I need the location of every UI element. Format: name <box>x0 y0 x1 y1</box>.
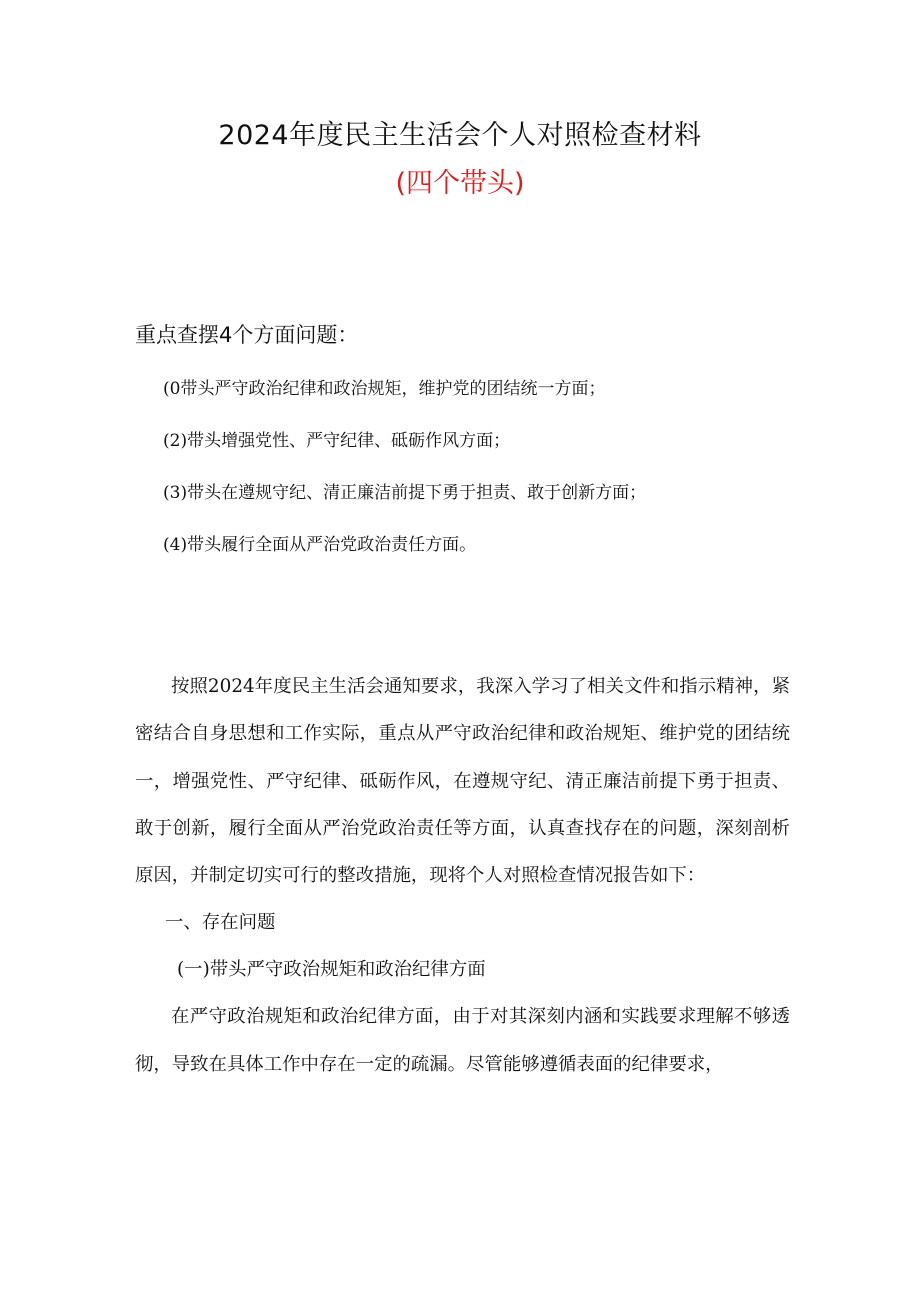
heading-existing-problems: 一、存在问题 <box>165 912 276 934</box>
body-paragraph: 在严守政治规矩和政治纪律方面，由于对其深刻内涵和实践要求理解不够透彻，导致在具体工作中存在一定的疏漏。尽管能够遵循表面的纪律要求， <box>135 1006 790 1075</box>
focus-list <box>163 372 783 580</box>
focus-item-1: (0带头严守政治纪律和政治规矩，维护党的团结统一方面； <box>163 379 606 399</box>
focus-item-3: (3)带头在遵规守纪、清正廉洁前提下勇于担责、敢于创新方面； <box>163 483 647 503</box>
document-subtitle: (四个带头) <box>395 168 525 199</box>
focus-item-2: (2)带头增强党性、严守纪律、砥砺作风方面； <box>163 431 511 451</box>
section-heading: 重点查摆4个方面问题： <box>135 323 359 347</box>
focus-item-4: (4)带头履行全面从严治党政治责任方面。 <box>163 535 477 555</box>
subheading-political-discipline: (一)带头严守政治规矩和政治纪律方面 <box>177 959 486 981</box>
body-text <box>135 663 790 1088</box>
intro-paragraph: 按照2024年度民主生活会通知要求，我深入学习了相关文件和指示精神，紧密结合自身思想和工作实际，重点从严守政治纪律和政治规矩、维护党的团结统一，增强党性、严守纪律、砥砺作风，在遵规守纪、清正廉洁前提下勇于担责、敢于创新，履行全面从严治党政治责任等方面，认真查找存在的问题，深刻剖析原因，并制定切实可行的整改措施，现将个人对照检查情况报告如下： <box>135 676 790 887</box>
document-title: 2024年度民主生活会个人对照检查材料 <box>218 120 702 151</box>
